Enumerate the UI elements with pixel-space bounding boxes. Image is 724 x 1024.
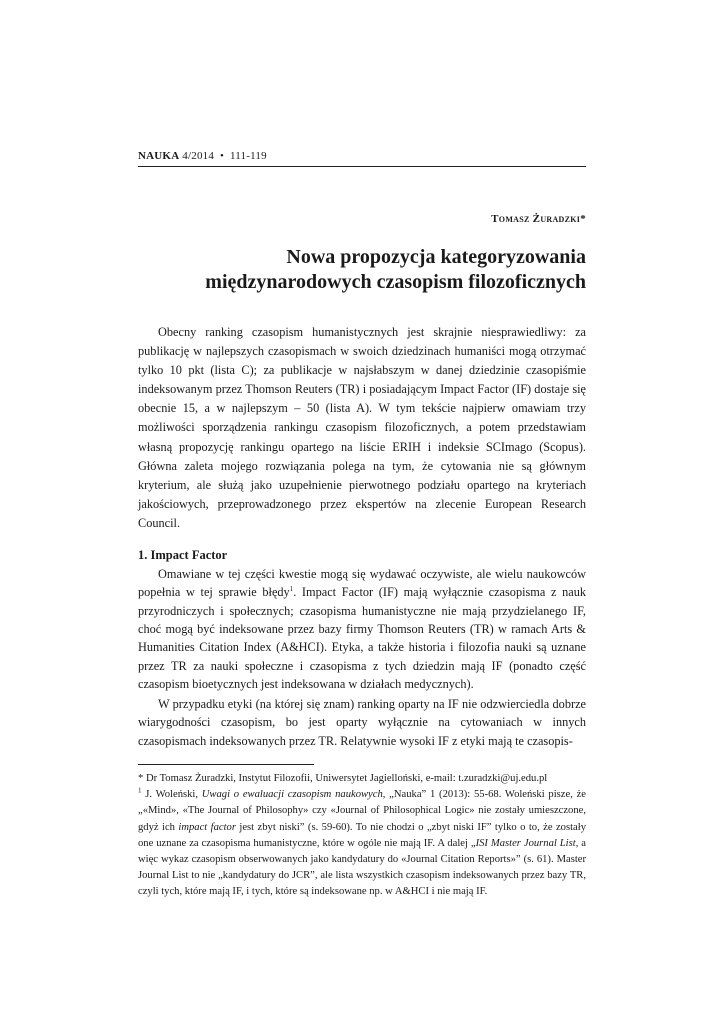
paragraph-1-text-b: . Impact Factor (IF) mają wyłącznie czasopisma z nauk przyrodniczych i społecznych; czasopisma humanistyczne nie mają przydzielanego IF, choć mogą być indeksowane przez bazy firmy Thomson Reuters (TR) w ramach Arts & Humanities Citation Index (A&HCI). Etyka, a także historia i filozofia nauki są uznane przez TR za nauki społeczne i czasopisma z tych dziedzin mają IF (ponadto część czasopism bioetycznych jest indeksowana w działach medycznych). [138, 585, 586, 691]
header-bullet: • [219, 150, 225, 162]
footnote-1-text-c: jest zbyt niski” (s. 59-60). To nie chodzi o „zbyt niski IF” tylko o to, że zostały one uznane za czasopisma humanistyczne, które w ogóle nie mają IF. A dalej „ [138, 821, 586, 849]
paragraph-1-text-a: Omawiane w tej części kwestie mogą się wydawać oczywiste, ale wielu naukowców popełnia w tej sprawie błędy [138, 567, 586, 600]
footnote-1-impact-factor: impact factor [178, 821, 236, 833]
footnote-1-cited-title: Uwagi o ewaluacji czasopism naukowych [201, 789, 383, 801]
footnotes [138, 771, 586, 901]
paragraph-1 [138, 565, 586, 693]
paragraph-2: W przypadku etyki (na której się znam) ranking oparty na IF nie odzwierciedla dobrze wiarygodności czasopism, bo jest oparty wyłącznie na cytowaniach w innych czasopismach indeksowanych przez TR. Relatywnie wysoki IF z etyki mają te czasopis- [138, 697, 586, 748]
footnote-author: * Dr Tomasz Żuradzki, Instytut Filozofii, Uniwersytet Jagielloński, e-mail: t.zuradzki@uj.edu.pl [138, 773, 548, 784]
footnote-1-isi-list: ISI Master Journal List [475, 837, 576, 849]
author-name: Tomasz Żuradzki* [491, 213, 586, 225]
footnote-rule [138, 764, 314, 765]
footnote-1-text-d: , a więc wykaz czasopism obserwowanych jako kandydatury do «Journal Citation Reports»” (s. 61). Master Journal List to nie „kandydatury do JCR”, ale lista wszystkich czasopism indeksowanych przez bazy TR, czyli tych, które mają IF, i tych, które są indeksowane np. w A&HCI i nie mają IF. [138, 837, 587, 898]
page [138, 150, 586, 901]
article-title [138, 245, 586, 295]
page-range: 111-119 [229, 150, 267, 162]
footnote-1-text-b: , „Nauka” 1 (2013): 55-68. Woleński pisze, że „«Mind», «The Journal of Philosophy» czy «Journal of Philosophical Logic» nie zostały umieszczone, gdyż ich [138, 789, 587, 833]
footnote-ref-1[interactable]: 1 [289, 585, 294, 594]
section-heading: 1. Impact Factor [138, 548, 228, 563]
issue-number: 4/2014 [182, 150, 215, 162]
title-line-1: Nowa propozycja kategoryzowania [286, 246, 586, 268]
footnote-1-mark: 1 [138, 786, 142, 795]
running-head [138, 150, 586, 167]
journal-name: NAUKA [138, 150, 180, 162]
article-body [138, 548, 586, 750]
title-line-2: międzynarodowych czasopism filozoficznych [205, 271, 586, 293]
footnote-1-text-a: J. Woleński, [141, 789, 202, 801]
abstract: Obecny ranking czasopism humanistycznych jest skrajnie niesprawiedliwy: za publikację w najlepszych czasopismach w swoich dziedzinach humaniści mogą otrzymać tylko 10 pkt (lista C); za publikacje w najsłabszym w danej dziedzinie czasopiśmie indeksowanym przez Thomson Reuters (TR) i posiadającym Impact Factor (IF) dostaje się obecnie 15, a w najlepszym – 50 (lista A). W tym tekście najpierw omawiam trzy możliwości sporządzenia rankingu czasopism filozoficznych, a potem przedstawiam własną propozycję rankingu opartego na liście ERIH i indeksie SCImago (Scopus). Główna zaleta mojego rozwiązania polega na tym, że cytowania nie są głównym kryterium, ale służą jako uzupełnienie pierwotnego podziału opartego na kryteriach jakościowych, przeprowadzonego przez ekspertów na zlecenie European Research Council. [138, 325, 586, 530]
footnote-1 [138, 787, 586, 900]
